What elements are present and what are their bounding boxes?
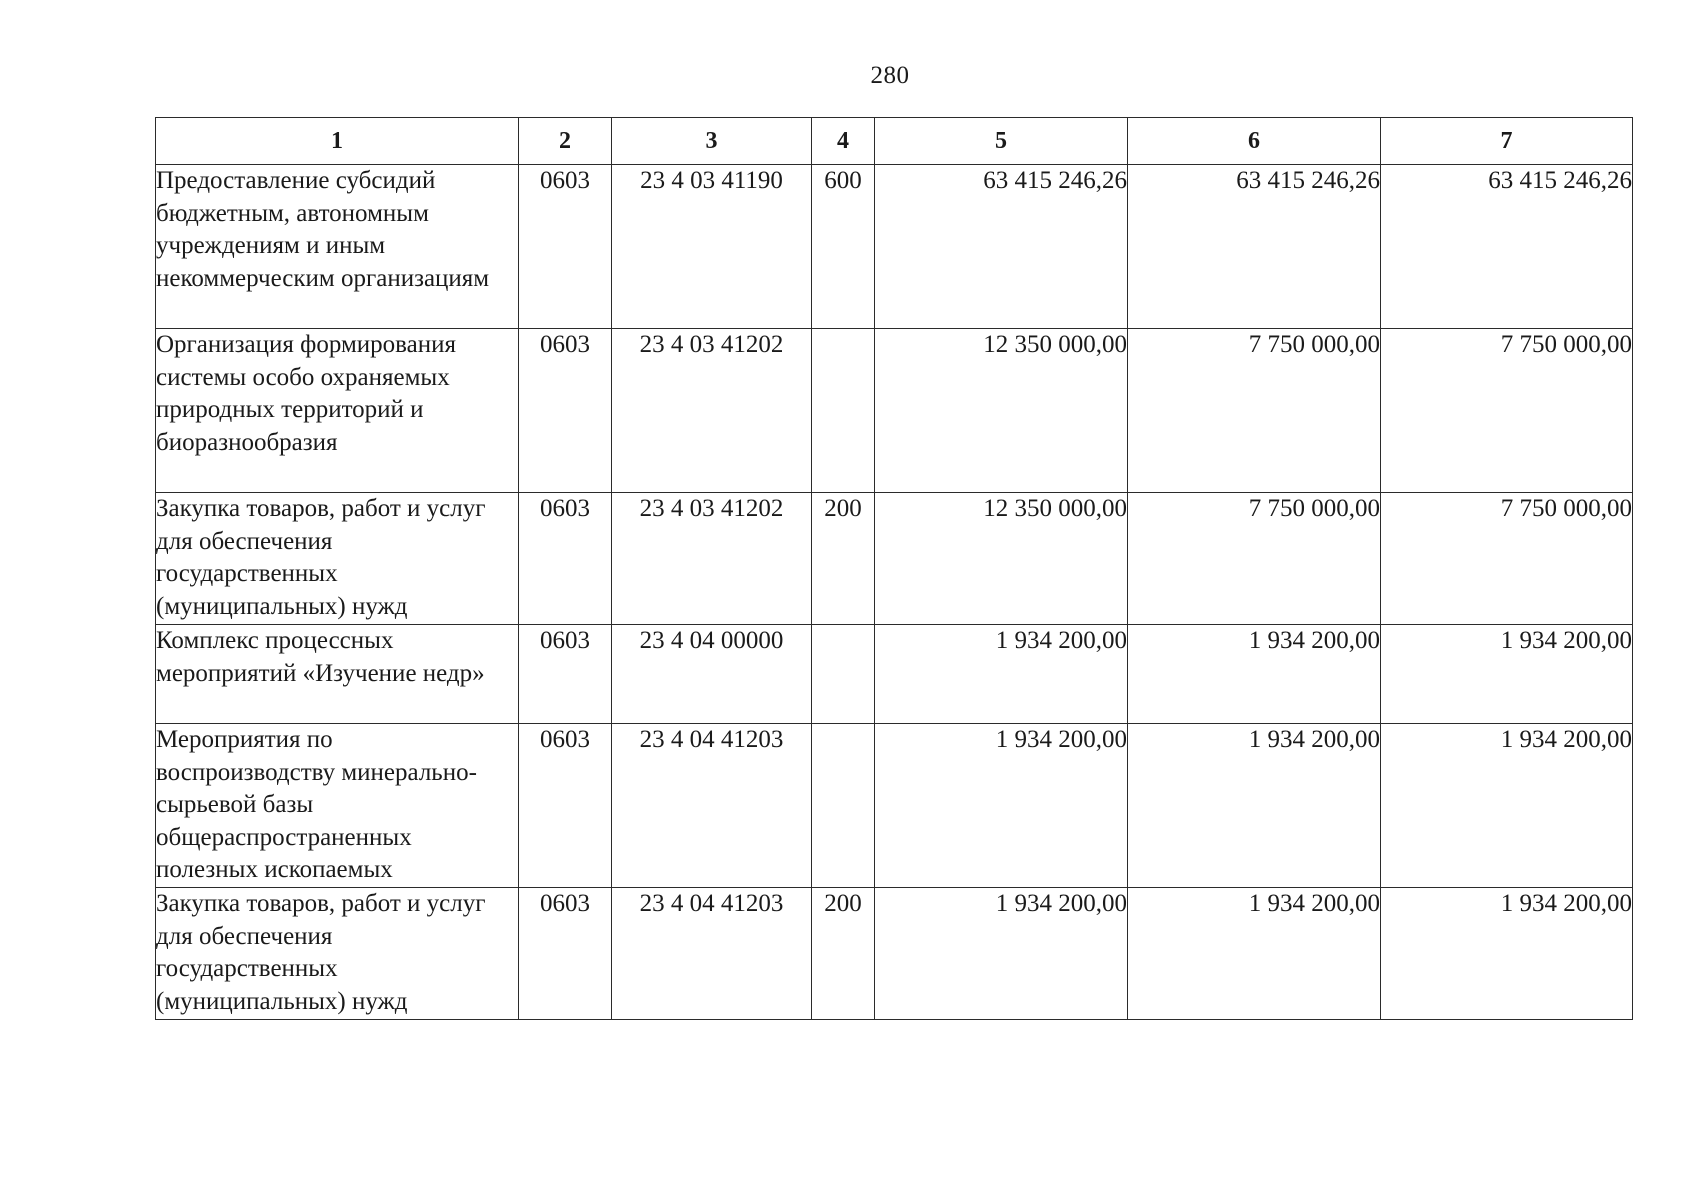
table-row [156, 724, 1633, 888]
row-amount-col7: 7 750 000,00 [1381, 493, 1633, 625]
table-header-row [156, 118, 1633, 165]
header-col-7: 7 [1381, 118, 1633, 165]
header-col-1: 1 [156, 118, 519, 165]
row-amount-col5: 63 415 246,26 [875, 165, 1128, 329]
row-section-code: 0603 [519, 493, 612, 625]
row-name: Организация формирования системы особо охраняемых природных территорий и биоразнообразия [156, 329, 519, 493]
row-amount-col6: 1 934 200,00 [1128, 625, 1381, 724]
header-col-6: 6 [1128, 118, 1381, 165]
row-expense-type [812, 724, 875, 888]
row-amount-col5: 1 934 200,00 [875, 625, 1128, 724]
table-row [156, 888, 1633, 1020]
row-target-code: 23 4 03 41202 [612, 329, 812, 493]
row-section-code: 0603 [519, 724, 612, 888]
row-name: Предоставление субсидий бюджетным, автономным учреждениям и иным некоммерческим организациям [156, 165, 519, 329]
row-section-code: 0603 [519, 625, 612, 724]
row-section-code: 0603 [519, 329, 612, 493]
row-amount-col6: 7 750 000,00 [1128, 493, 1381, 625]
header-col-3: 3 [612, 118, 812, 165]
row-name: Закупка товаров, работ и услуг для обеспечения государственных (муниципальных) нужд [156, 888, 519, 1020]
header-col-2: 2 [519, 118, 612, 165]
row-amount-col5: 1 934 200,00 [875, 724, 1128, 888]
row-amount-col7: 1 934 200,00 [1381, 625, 1633, 724]
row-section-code: 0603 [519, 165, 612, 329]
row-amount-col6: 7 750 000,00 [1128, 329, 1381, 493]
row-expense-type: 600 [812, 165, 875, 329]
header-col-5: 5 [875, 118, 1128, 165]
row-target-code: 23 4 04 00000 [612, 625, 812, 724]
row-target-code: 23 4 04 41203 [612, 888, 812, 1020]
row-amount-col6: 1 934 200,00 [1128, 724, 1381, 888]
row-amount-col5: 12 350 000,00 [875, 493, 1128, 625]
row-amount-col7: 7 750 000,00 [1381, 329, 1633, 493]
row-amount-col6: 1 934 200,00 [1128, 888, 1381, 1020]
budget-table [155, 117, 1633, 1020]
row-target-code: 23 4 03 41202 [612, 493, 812, 625]
page-number: 280 [870, 62, 910, 89]
row-target-code: 23 4 03 41190 [612, 165, 812, 329]
row-amount-col7: 1 934 200,00 [1381, 724, 1633, 888]
row-amount-col5: 12 350 000,00 [875, 329, 1128, 493]
row-target-code: 23 4 04 41203 [612, 724, 812, 888]
header-col-4: 4 [812, 118, 875, 165]
table-row [156, 329, 1633, 493]
table-row [156, 493, 1633, 625]
table-row [156, 625, 1633, 724]
row-expense-type [812, 329, 875, 493]
row-name: Закупка товаров, работ и услуг для обеспечения государственных (муниципальных) нужд [156, 493, 519, 625]
row-amount-col7: 63 415 246,26 [1381, 165, 1633, 329]
row-name: Комплекс процессных мероприятий «Изучение недр» [156, 625, 519, 724]
table-row [156, 165, 1633, 329]
row-expense-type: 200 [812, 493, 875, 625]
row-section-code: 0603 [519, 888, 612, 1020]
row-name: Мероприятия по воспроизводству минерально-сырьевой базы общераспространенных полезных ископаемых [156, 724, 519, 888]
row-amount-col7: 1 934 200,00 [1381, 888, 1633, 1020]
row-amount-col6: 63 415 246,26 [1128, 165, 1381, 329]
row-expense-type [812, 625, 875, 724]
row-expense-type: 200 [812, 888, 875, 1020]
row-amount-col5: 1 934 200,00 [875, 888, 1128, 1020]
